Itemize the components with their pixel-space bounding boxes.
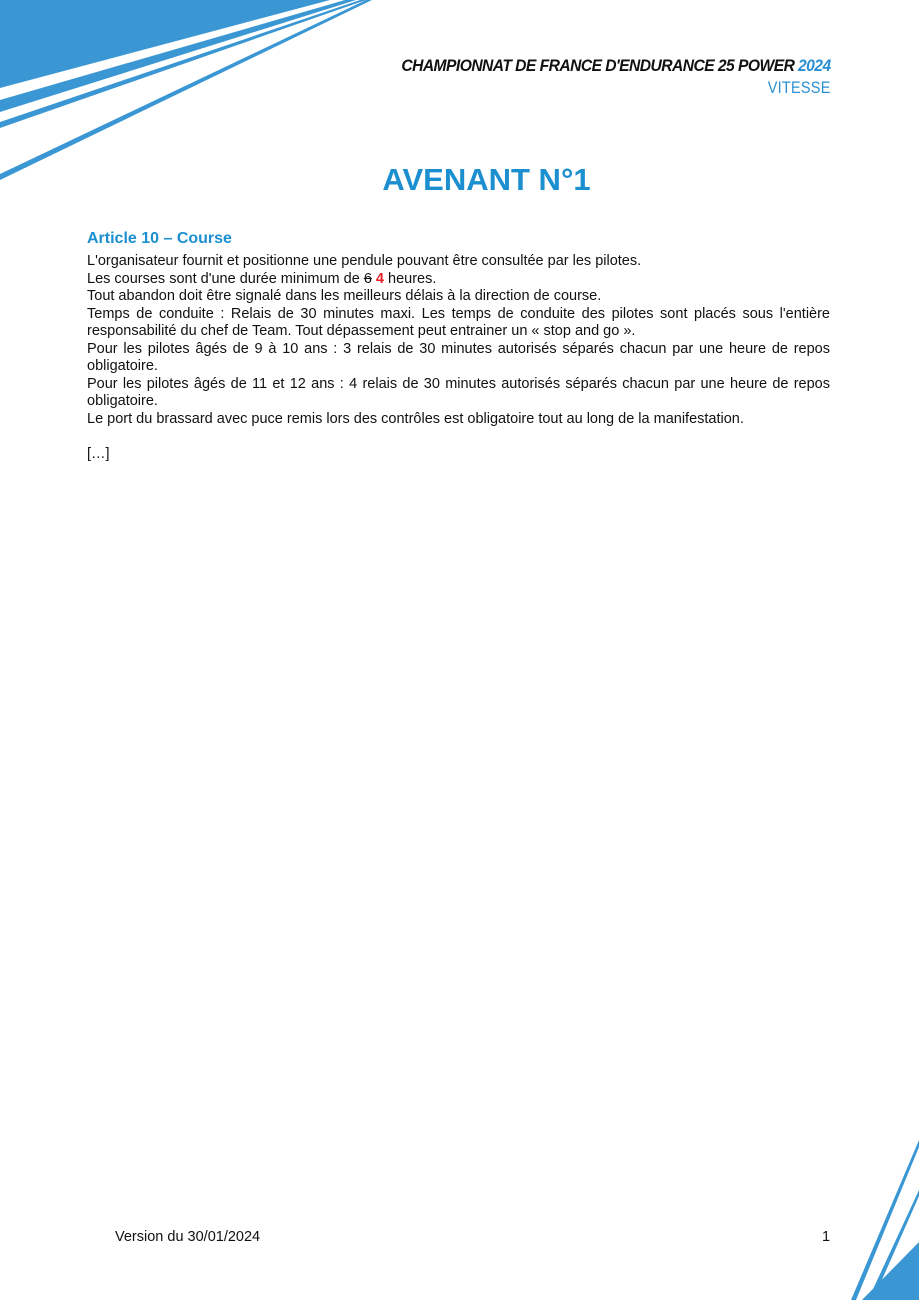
footer-version: Version du 30/01/2024 [115,1229,261,1245]
championship-year: 2024 [798,56,831,75]
paragraph-clock: L'organisateur fournit et positionne une pendule pouvant être consultée par les pilotes. [87,253,642,269]
paragraph-age-9-10: Pour les pilotes âgés de 9 à 10 ans : 3 relais de 30 minutes autorisés séparés chacun par une heure de repos obligatoire. [87,340,830,374]
ellipsis: […] [87,446,110,462]
document-header [364,56,831,98]
article-heading: Article 10 – Course [87,230,232,247]
paragraph-abandon: Tout abandon doit être signalé dans les meilleurs délais à la direction de course. [87,288,602,304]
paragraph-duration [87,271,830,289]
document-title: AVENANT N°1 [382,162,591,197]
championship-category: VITESSE [768,78,831,97]
page-number: 1 [822,1229,831,1245]
paragraph-age-11-12: Pour les pilotes âgés de 11 et 12 ans : 4 relais de 30 minutes autorisés séparés chacun par une heure de repos obligatoire. [87,375,830,409]
paragraph-armband: Le port du brassard avec puce remis lors des contrôles est obligatoire tout au long de la manifestation. [87,410,744,427]
duration-text-before: Les courses sont d'une durée minimum de [87,270,364,287]
duration-text-after: heures. [384,270,437,287]
bottom-right-decoration [840,1120,919,1300]
duration-old-value: 6 [363,270,372,287]
duration-new-value: 4 [375,270,384,287]
article-section [87,230,830,462]
championship-name: CHAMPIONNAT DE FRANCE D'ENDURANCE 25 POWER [401,56,795,75]
championship-title [402,56,831,76]
paragraph-driving-time: Temps de conduite : Relais de 30 minutes maxi. Les temps de conduite des pilotes sont placés sous l'entière responsabilité du chef de Team. Tout dépassement peut entrainer un « stop and go ». [87,305,830,339]
top-left-decoration [0,0,380,185]
